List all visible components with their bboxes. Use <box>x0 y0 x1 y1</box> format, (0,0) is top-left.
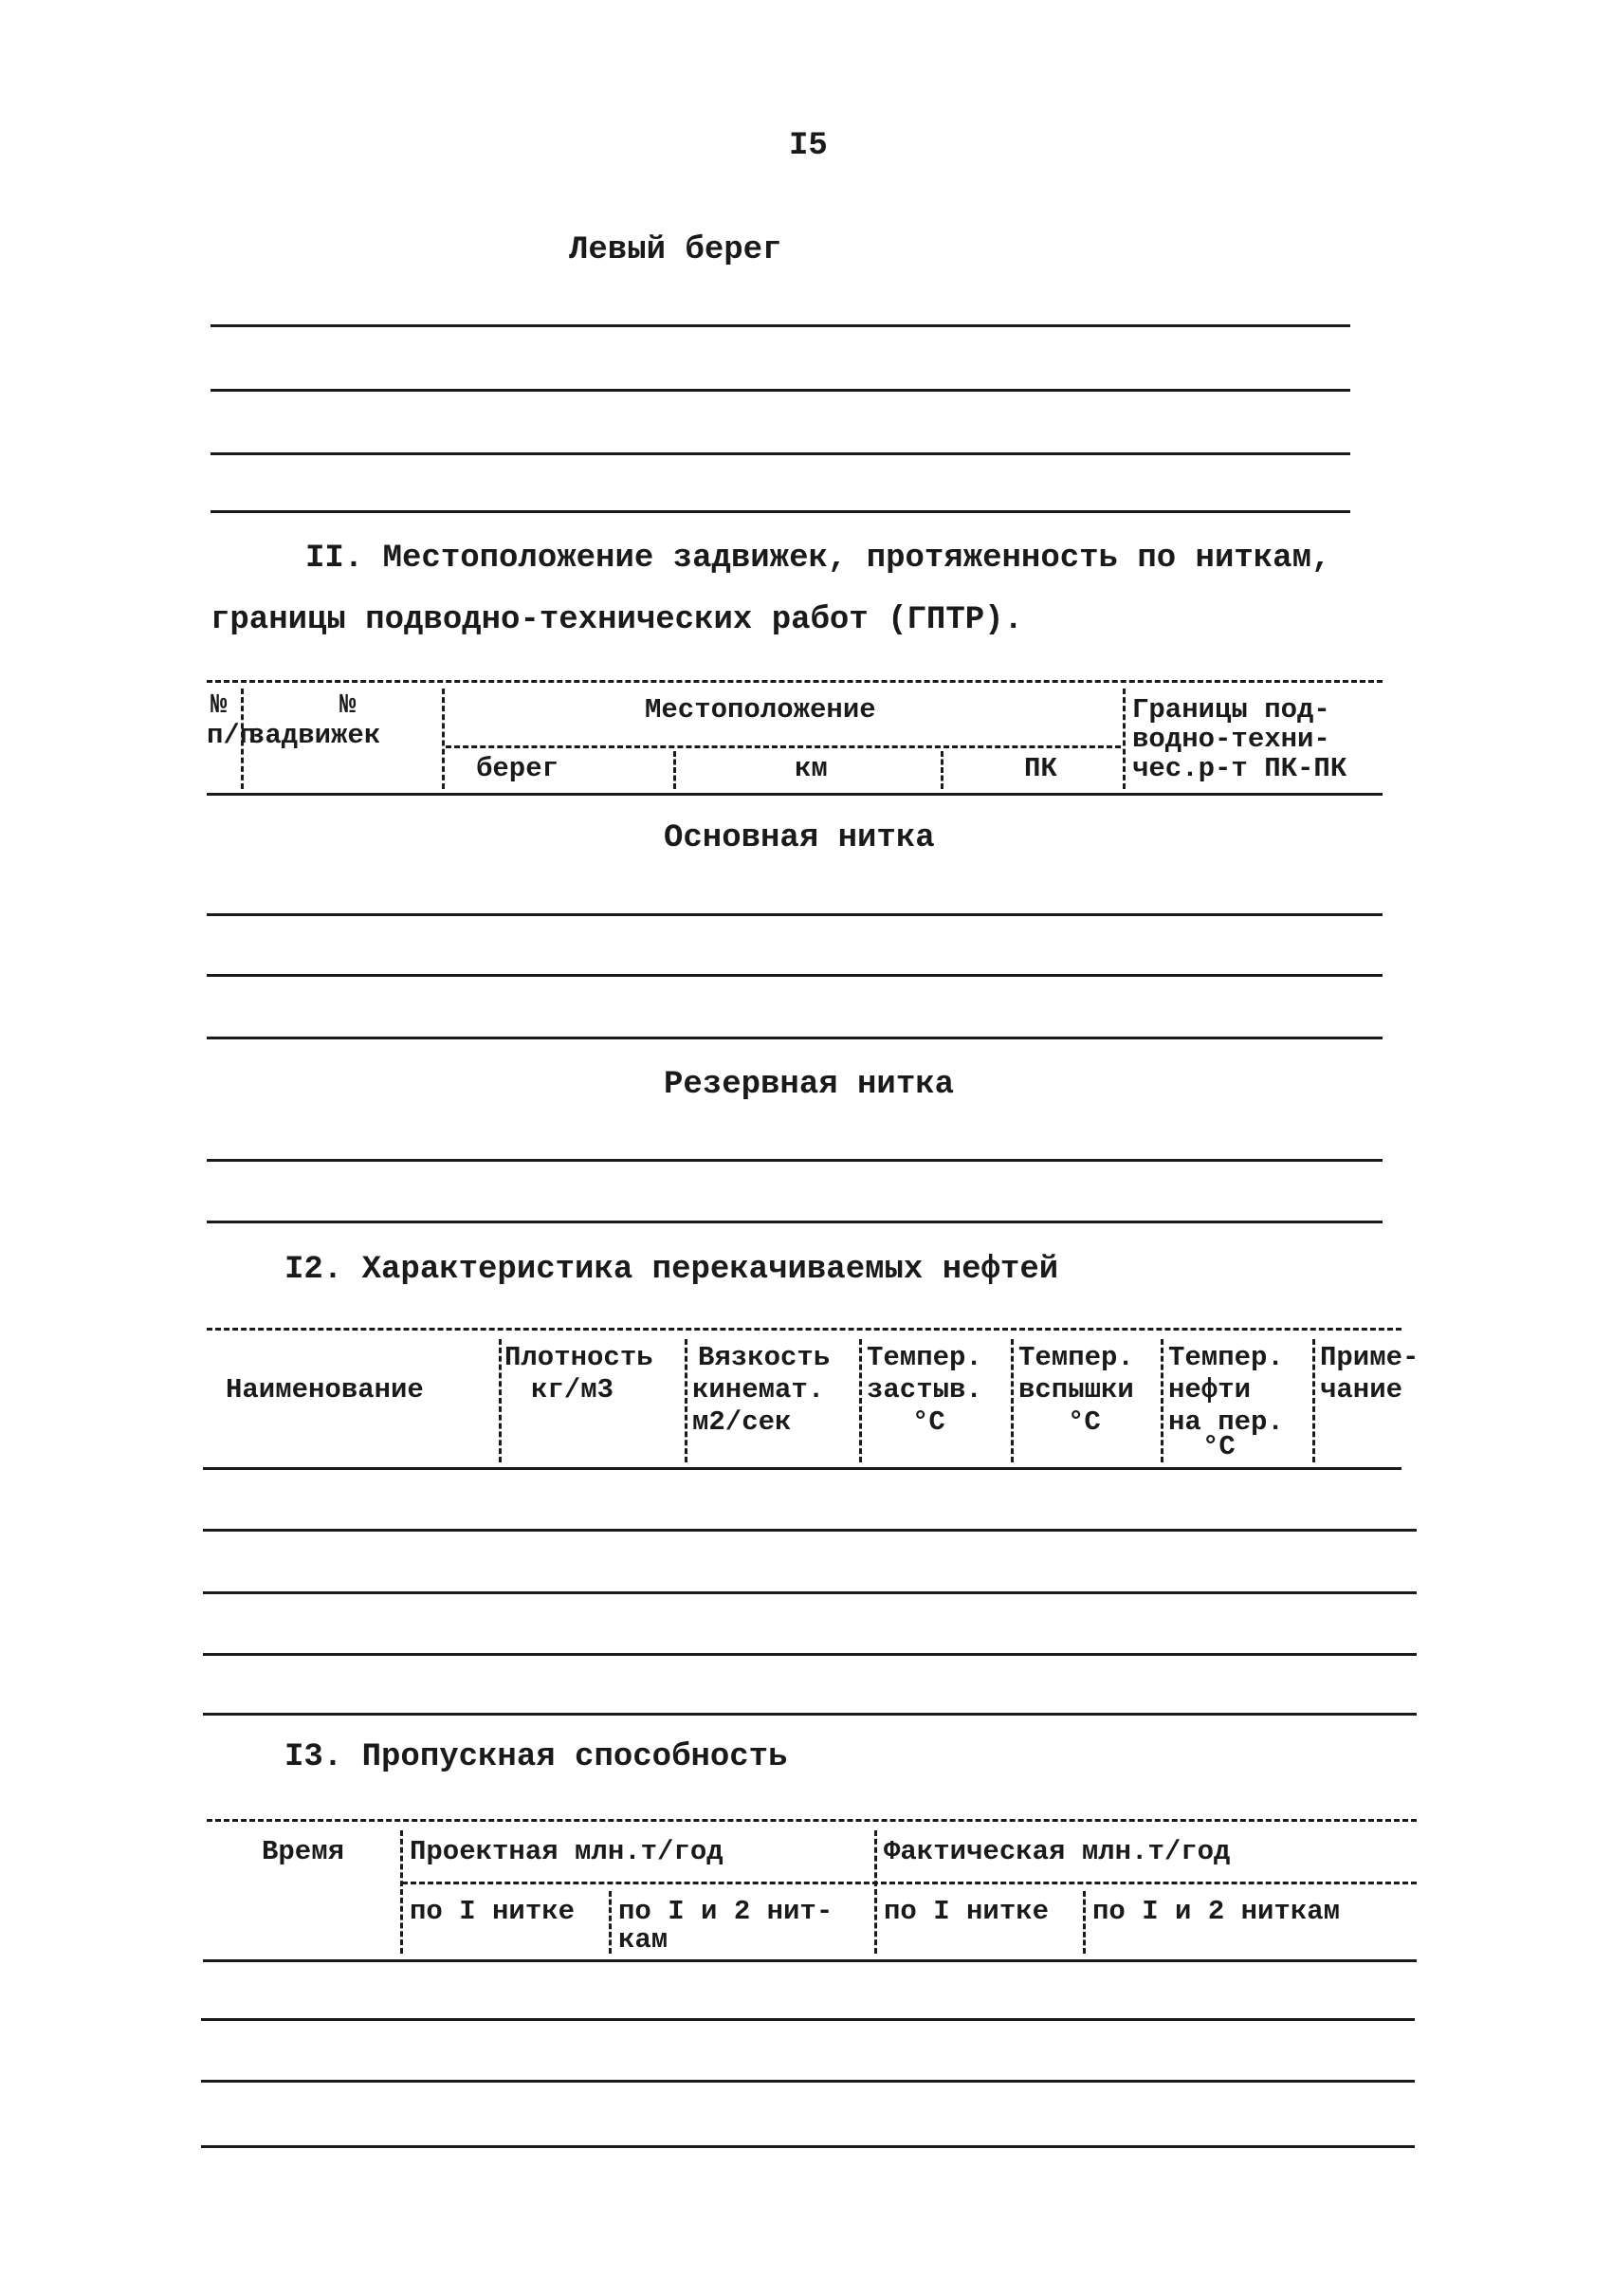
column-divider <box>1312 1339 1315 1462</box>
blank-line <box>201 2145 1415 2148</box>
table-bottom-rule <box>203 1467 1401 1470</box>
blank-line <box>201 2080 1415 2083</box>
col-flash-temp-header: Темпер. <box>1018 1342 1134 1373</box>
col-density-header: Плотность <box>504 1342 653 1373</box>
col-num-header-2: п/п <box>207 720 257 751</box>
column-divider <box>442 689 445 789</box>
left-bank-heading: Левый берег <box>569 232 782 268</box>
column-divider <box>609 1891 612 1954</box>
col-bank-header: берег <box>476 753 559 784</box>
blank-line <box>203 1713 1417 1716</box>
col-density-header-2: кг/м3 <box>531 1374 614 1405</box>
table-bottom-rule <box>207 793 1383 796</box>
sub-design-1: по I нитке <box>410 1896 576 1927</box>
column-divider <box>859 1339 862 1462</box>
col-oil-temp-header-3: на пер. <box>1168 1406 1284 1438</box>
page-number: I5 <box>789 128 828 164</box>
blank-line <box>211 324 1350 327</box>
col-viscosity-header: Вязкость <box>698 1342 831 1373</box>
table-mid-rule <box>446 745 1121 748</box>
col-oil-temp-unit: °C <box>1202 1431 1236 1462</box>
col-valve-header: № <box>339 689 357 721</box>
col-oil-temp-header: Темпер. <box>1168 1342 1284 1373</box>
column-divider <box>400 1830 403 1954</box>
col-flash-temp-header-2: вспышки <box>1018 1374 1134 1405</box>
col-bounds-header-2: водно-техни- <box>1132 724 1330 755</box>
col-note-header-2: чание <box>1320 1374 1403 1405</box>
col-viscosity-header-2: кинемат. <box>692 1374 825 1405</box>
column-divider <box>1161 1339 1163 1462</box>
col-bounds-header-3: чес.р-т ПК-ПК <box>1132 753 1347 784</box>
column-divider <box>685 1339 687 1462</box>
section13-heading: I3. Пропускная способность <box>284 1739 788 1775</box>
column-divider <box>1083 1891 1086 1954</box>
col-solidify-temp-unit: °C <box>912 1406 945 1438</box>
blank-line <box>211 389 1350 392</box>
reserve-line-heading: Резервная нитка <box>664 1067 955 1103</box>
column-divider <box>1123 689 1126 789</box>
col-design-header: Проектная млн.т/год <box>410 1836 724 1867</box>
column-divider <box>1011 1339 1014 1462</box>
blank-line <box>207 1159 1383 1162</box>
col-km-header: км <box>795 753 828 784</box>
col-flash-temp-unit: °C <box>1068 1406 1101 1438</box>
col-valve-header-2: задвижек <box>248 720 381 751</box>
blank-line <box>203 1529 1417 1532</box>
col-time-header: Время <box>262 1836 345 1867</box>
blank-line <box>201 2018 1415 2021</box>
column-divider <box>874 1830 877 1954</box>
blank-line <box>207 913 1383 916</box>
col-pk-header: ПК <box>1024 753 1057 784</box>
sub-actual-1: по I нитке <box>884 1896 1050 1927</box>
blank-line <box>203 1591 1417 1594</box>
col-num-header: № <box>211 689 228 721</box>
table-top-rule <box>207 1328 1401 1331</box>
section11-heading-line1: II. Местоположение задвижек, протяженность по ниткам, <box>305 541 1331 577</box>
col-viscosity-header-3: м2/сек <box>692 1406 792 1438</box>
column-divider <box>499 1339 502 1462</box>
col-location-header: Местоположение <box>645 694 876 726</box>
blank-line <box>211 510 1350 513</box>
column-divider <box>941 751 943 789</box>
table-bottom-rule <box>203 1959 1417 1962</box>
col-oil-temp-header-2: нефти <box>1168 1374 1252 1405</box>
col-solidify-temp-header: Темпер. <box>867 1342 982 1373</box>
col-bounds-header: Границы под- <box>1132 694 1330 726</box>
table-mid-rule <box>402 1882 1417 1884</box>
col-solidify-temp-header-2: застыв. <box>867 1374 982 1405</box>
table-top-rule <box>207 1819 1417 1822</box>
col-name-header: Наименование <box>226 1374 424 1405</box>
table-top-rule <box>207 680 1383 683</box>
main-line-heading: Основная нитка <box>664 820 935 856</box>
blank-line <box>211 452 1350 455</box>
blank-line <box>207 974 1383 977</box>
sub-design-2-cont: кам <box>618 1924 669 1956</box>
column-divider <box>673 751 676 789</box>
blank-line <box>207 1221 1383 1223</box>
blank-line <box>203 1653 1417 1656</box>
sub-design-2: по I и 2 нит- <box>618 1896 833 1927</box>
col-note-header: Приме- <box>1320 1342 1420 1373</box>
col-actual-header: Фактическая млн.т/год <box>884 1836 1231 1867</box>
section12-heading: I2. Характеристика перекачиваемых нефтей <box>284 1252 1059 1288</box>
blank-line <box>207 1037 1383 1039</box>
sub-actual-2: по I и 2 ниткам <box>1092 1896 1341 1927</box>
section11-heading-line2: границы подводно-технических работ (ГПТР). <box>211 602 1023 638</box>
